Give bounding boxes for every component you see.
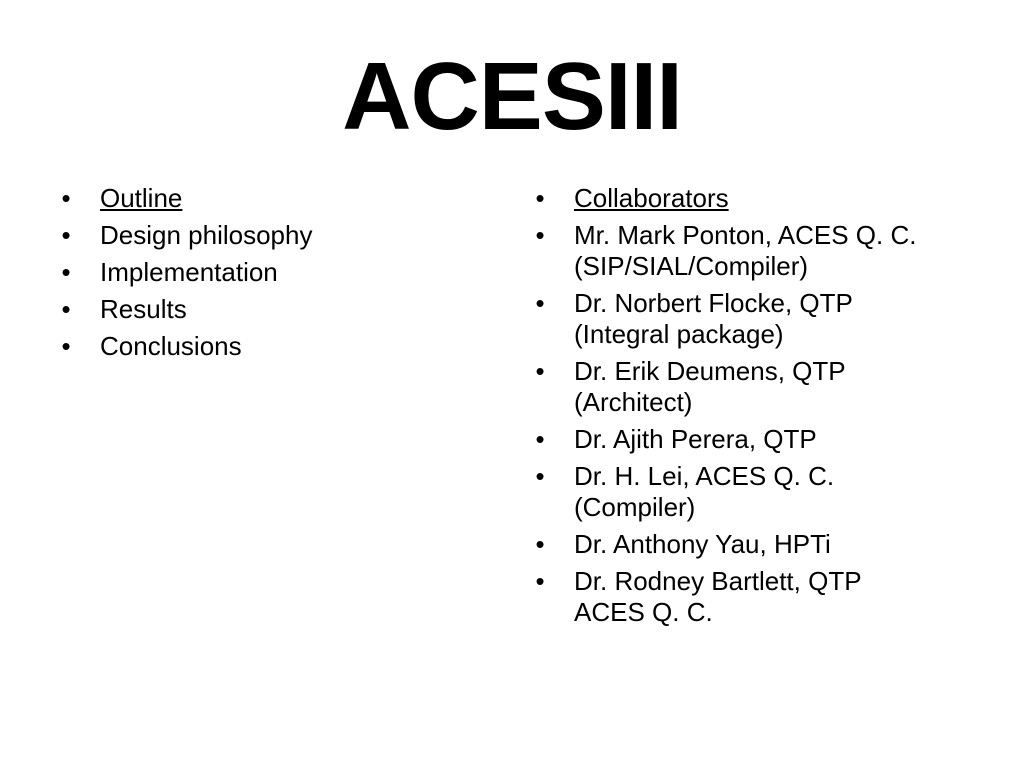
bullet-icon: • bbox=[535, 424, 545, 454]
bullet-icon: • bbox=[535, 183, 545, 213]
list-item bbox=[530, 288, 970, 350]
list-item bbox=[530, 356, 970, 418]
list-item bbox=[56, 331, 456, 362]
bullet-icon: • bbox=[61, 257, 71, 287]
list-item bbox=[56, 294, 456, 325]
outline-list bbox=[56, 183, 456, 368]
bullet-icon: • bbox=[61, 220, 71, 250]
bullet-icon: • bbox=[535, 566, 545, 596]
outline-item: Implementation bbox=[100, 257, 278, 287]
collaborator-role: (Architect) bbox=[574, 387, 693, 417]
bullet-icon: • bbox=[61, 294, 71, 324]
bullet-icon: • bbox=[535, 220, 545, 250]
bullet-icon: • bbox=[61, 331, 71, 361]
list-item bbox=[530, 529, 970, 560]
collaborator-name: Dr. Erik Deumens, QTP bbox=[574, 356, 846, 386]
collaborators-list bbox=[530, 183, 970, 634]
collaborator-name: Dr. H. Lei, ACES Q. C. bbox=[574, 461, 835, 491]
collaborator-name: Dr. Anthony Yau, HPTi bbox=[574, 529, 831, 559]
collaborator-name: Dr. Rodney Bartlett, QTP bbox=[574, 566, 862, 596]
slide-title: ACESIII bbox=[342, 43, 682, 150]
list-item bbox=[56, 220, 456, 251]
bullet-icon: • bbox=[535, 529, 545, 559]
collaborator-role: (Integral package) bbox=[574, 319, 784, 349]
bullet-icon: • bbox=[61, 183, 71, 213]
collaborator-name: Dr. Ajith Perera, QTP bbox=[574, 424, 817, 454]
outline-item: Results bbox=[100, 294, 187, 324]
collaborator-role: (Compiler) bbox=[574, 492, 696, 522]
outline-item: Design philosophy bbox=[100, 220, 313, 250]
list-item bbox=[56, 257, 456, 288]
bullet-icon: • bbox=[535, 356, 545, 386]
list-item bbox=[530, 424, 970, 455]
list-item bbox=[56, 183, 456, 214]
list-item bbox=[530, 220, 970, 282]
collaborator-role: ACES Q. C. bbox=[574, 597, 713, 627]
collaborators-heading: Collaborators bbox=[574, 183, 729, 213]
outline-item: Conclusions bbox=[100, 331, 242, 361]
bullet-icon: • bbox=[535, 288, 545, 318]
collaborator-name: Mr. Mark Ponton, ACES Q. C. bbox=[574, 220, 917, 250]
outline-heading: Outline bbox=[100, 183, 183, 213]
collaborator-name: Dr. Norbert Flocke, QTP bbox=[574, 288, 853, 318]
list-item bbox=[530, 183, 970, 214]
bullet-icon: • bbox=[535, 461, 545, 491]
list-item bbox=[530, 461, 970, 523]
list-item bbox=[530, 566, 970, 628]
collaborator-role: (SIP/SIAL/Compiler) bbox=[574, 251, 809, 281]
